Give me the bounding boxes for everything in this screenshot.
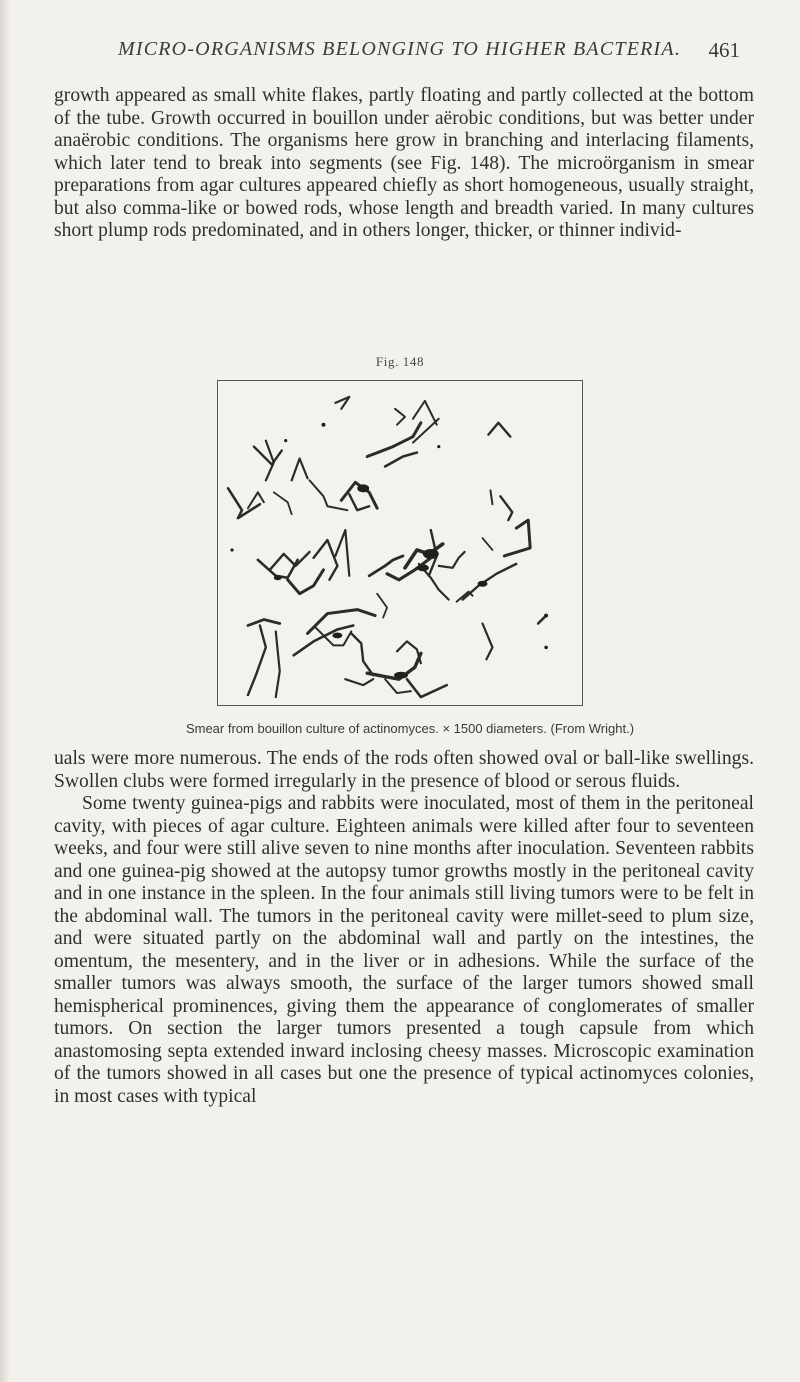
coccoid-granule: [284, 439, 287, 442]
body-text-bottom: [54, 748, 754, 1108]
paragraph-second: Some twenty guinea-pigs and rabbits were inoculated, most of them in the peritoneal cavity, with pieces of agar culture. Eighteen animals were killed after four to seventeen weeks, and four were still alive seven to nine months after inoculation. Seventeen rabbits and one guinea-pig showed at the autopsy tumor growths mostly in the peritoneal cavity and in one instance in the spleen. In the four animals still living tumors were to be felt in the abdominal wall. The tumors in the peritoneal cavity were millet-seed to plum size, and were situated partly on the abdominal wall and partly on the intestines, the omentum, the mesentery, and in the liver or in adhesions. While the surface of the smaller tumors was always smooth, the surface of the larger tumors showed small hemispherical prominences, giving them the appearance of conglomerates of smaller tumors. On section the larger tumors presented a tough capsule from which anastomosing septa extended inward inclosing cheesy masses. Microscopic examination of the tumors showed in all cases but one the presence of typical actinomyces colonies, in most cases with typical: [54, 793, 754, 1107]
club-swelling: [394, 672, 408, 679]
running-head: [88, 38, 740, 68]
body-text-top: [54, 85, 754, 243]
page-number: 461: [708, 38, 740, 62]
club-swelling: [274, 575, 282, 580]
paragraph-continuation: uals were more numerous. The ends of the rods often showed oval or ball-like swellings. Swollen clubs were formed irregularly in the presence of blood or serous fluids.: [54, 748, 754, 792]
paragraph-top: growth appeared as small white flakes, partly floating and partly collected at the bottom of the tube. Growth occurred in bouillon under aërobic conditions, but was better under anaërobic conditions. The organisms here grow in branching and interlacing filaments, which later tend to break into segments (see Fig. 148). The microörganism in smear preparations from agar cultures appeared chiefly as short homogeneous, usually straight, but also comma-like or bowed rods, whose length and breadth varied. In many cultures short plump rods predominated, and in others longer, thicker, or thinner individ-: [54, 85, 754, 241]
page-gutter-shadow: [0, 0, 10, 1382]
running-head-title: MICRO-ORGANISMS BELONGING TO HIGHER BACTERIA.: [118, 38, 682, 60]
coccoid-granule: [544, 614, 548, 618]
club-swelling: [417, 564, 429, 571]
club-swelling: [332, 632, 342, 638]
figure-caption: Smear from bouillon culture of actinomyces. × 1500 diameters. (From Wright.): [185, 721, 635, 736]
club-swelling: [357, 484, 369, 492]
coccoid-granule: [544, 646, 548, 650]
club-swelling: [423, 549, 439, 559]
coccoid-granule: [437, 445, 440, 448]
coccoid-granule: [230, 548, 233, 551]
figure-label: Fig. 148: [375, 354, 425, 369]
club-swelling: [478, 581, 488, 587]
actinomyces-smear-drawing: [218, 381, 582, 705]
coccoid-granule: [321, 423, 325, 427]
figure-illustration: [217, 380, 583, 706]
